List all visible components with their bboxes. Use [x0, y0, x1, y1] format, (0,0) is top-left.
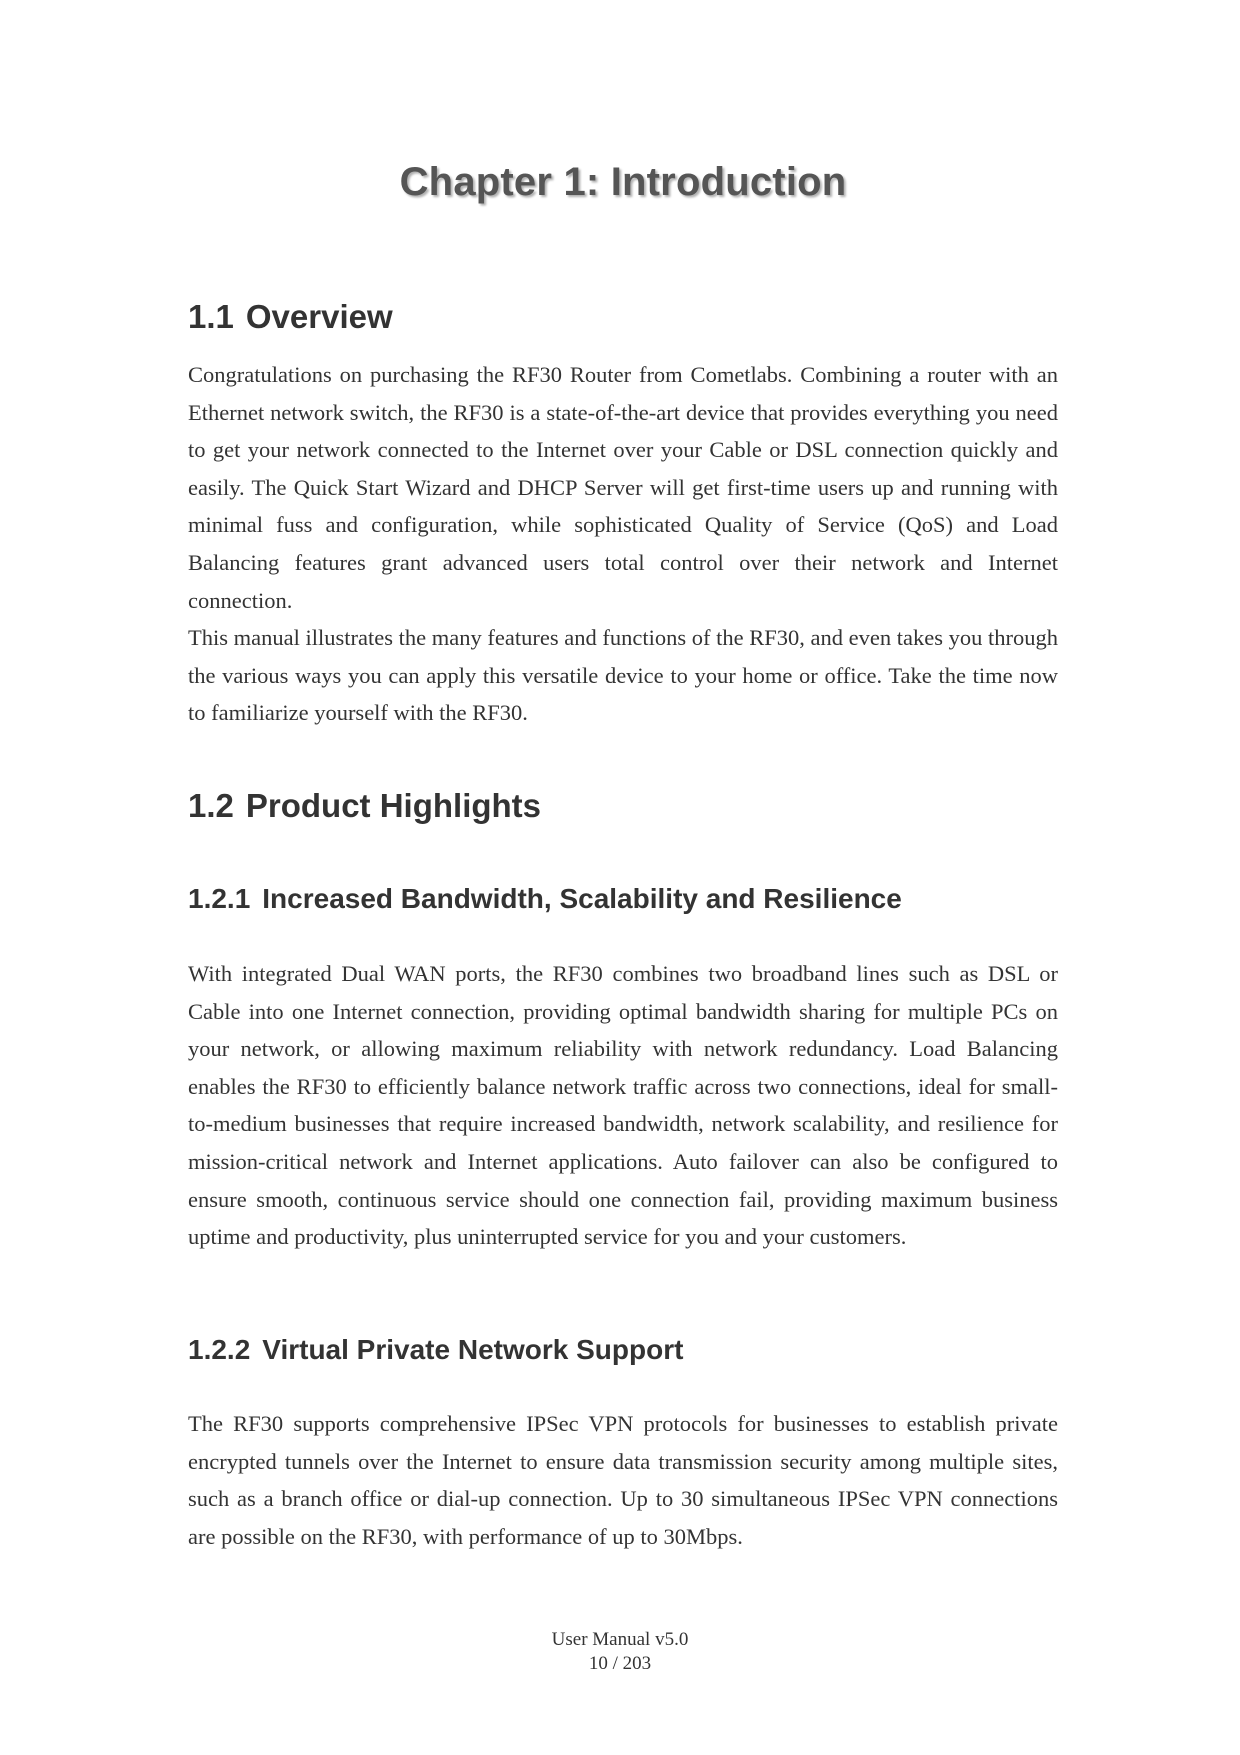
section-heading-overview [188, 298, 393, 336]
subsection-number: 1.2.2 [188, 1334, 251, 1365]
subsection-number: 1.2.1 [188, 883, 251, 914]
subsection-title: Increased Bandwidth, Scalability and Resilience [262, 883, 902, 914]
section-heading-highlights [188, 787, 541, 825]
page-footer [0, 1628, 1240, 1676]
vpn-paragraph: The RF30 supports comprehensive IPSec VPN protocols for businesses to establish private encrypted tunnels over the Internet to ensure data transmission security among multiple sites, such as a branch office or dial-up connection. Up to 30 simultaneous IPSec VPN connections are possible on the RF30, with performance of up to 30Mbps. [188, 1411, 1058, 1549]
overview-paragraph-1: Congratulations on purchasing the RF30 Router from Cometlabs. Combining a router with an Ethernet network switch, the RF30 is a state-of-the-art device that provides everything you need to get your network connected to the Internet over your Cable or DSL connection quickly and easily. The Quick Start Wizard and DHCP Server will get first-time users up and running with minimal fuss and configuration, while sophisticated Quality of Service (QoS) and Load Balancing features grant advanced users total control over their network and Internet connection. [188, 362, 1058, 613]
subsection-heading-bandwidth [188, 883, 902, 915]
subsection-title: Virtual Private Network Support [262, 1334, 684, 1365]
bandwidth-paragraph: With integrated Dual WAN ports, the RF30 combines two broadband lines such as DSL or Cable into one Internet connection, providing optimal bandwidth sharing for multiple PCs on your network, or allowing maximum reliability with network redundancy. Load Balancing enables the RF30 to efficiently balance network traffic across two connections, ideal for small-to-medium businesses that require increased bandwidth, network scalability, and resilience for mission-critical network and Internet applications. Auto failover can also be configured to ensure smooth, continuous service should one connection fail, providing maximum business uptime and productivity, plus uninterrupted service for you and your customers. [188, 961, 1058, 1250]
overview-paragraph-2: This manual illustrates the many features and functions of the RF30, and even takes you through the various ways you can apply this versatile device to your home or office. Take the time now to familiarize yourself with the RF30. [188, 625, 1058, 726]
manual-version: User Manual v5.0 [551, 1629, 689, 1650]
chapter-title: Chapter 1: Introduction [399, 160, 847, 204]
page-number: 10 / 203 [588, 1653, 652, 1674]
subsection-heading-vpn [188, 1334, 683, 1366]
section-number: 1.2 [188, 787, 234, 824]
section-title: Product Highlights [245, 787, 542, 824]
section-title: Overview [245, 298, 393, 335]
section-number: 1.1 [188, 298, 234, 335]
